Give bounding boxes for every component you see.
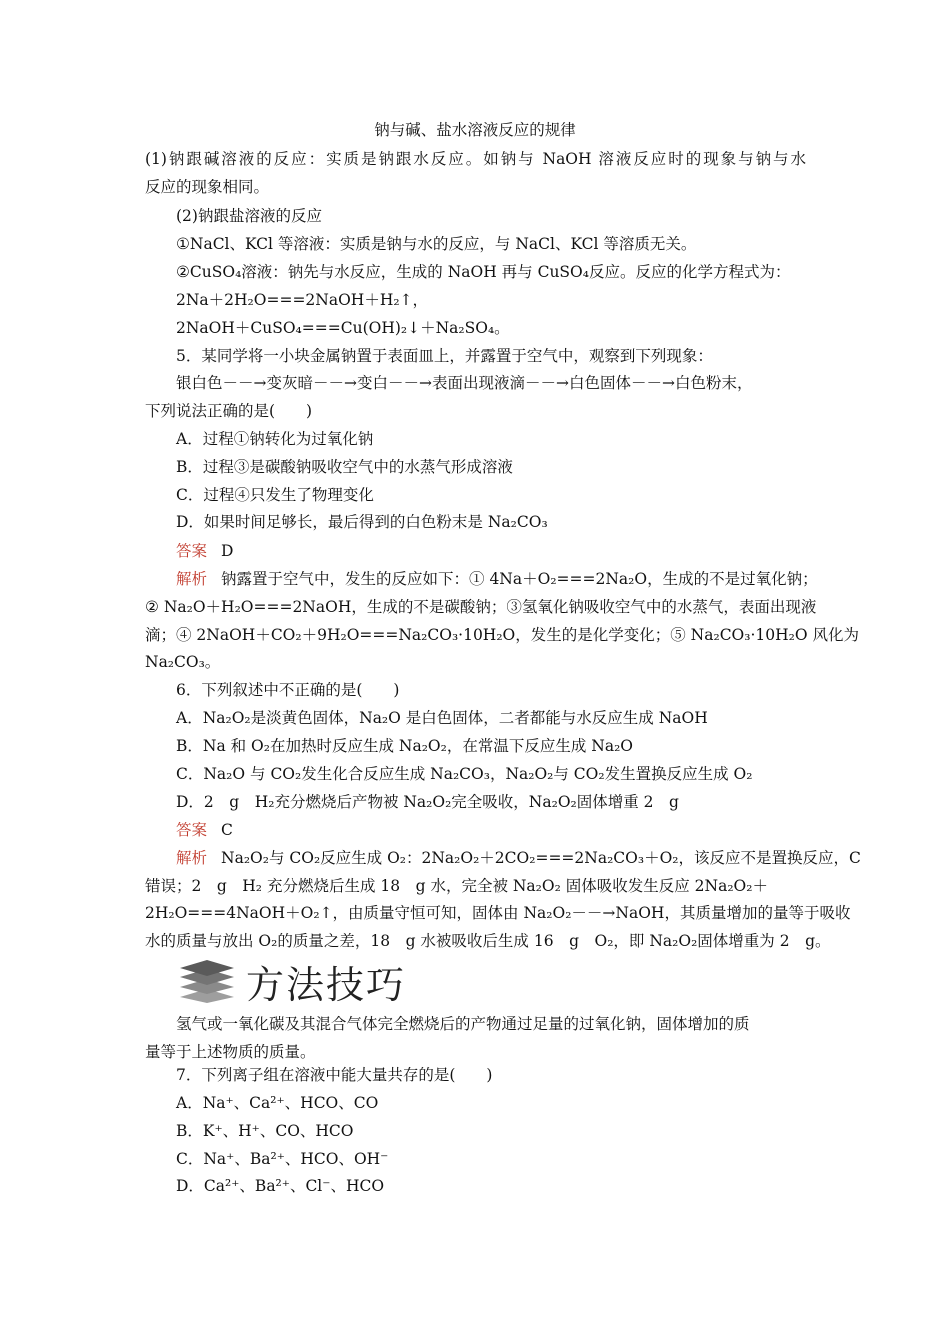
text-line: (1)钠跟碱溶液的反应：实质是钠跟水反应。如钠与 NaOH 溶液反应时的现象与钠与水 — [145, 150, 806, 168]
answer-label: 答案 — [176, 821, 208, 839]
option-d: D．如果时间足够长，最后得到的白色粉末是 Na₂CO₃ — [176, 513, 548, 531]
option-b: B．K⁺、H⁺、CO、HCO — [176, 1122, 354, 1140]
option-d: D．2 g H₂充分燃烧后产物被 Na₂O₂完全吸收，Na₂O₂固体增重 2 g — [176, 793, 679, 811]
answer-line — [176, 819, 233, 841]
text-line: (2)钠跟盐溶液的反应 — [176, 207, 322, 225]
option-c: C．Na⁺、Ba²⁺、HCO、OH⁻ — [176, 1150, 389, 1168]
text-line: 下列说法正确的是( ) — [145, 402, 313, 420]
option-a: A．过程①钠转化为过氧化钠 — [176, 430, 374, 448]
option-c: C．过程④只发生了物理变化 — [176, 486, 374, 504]
question-stem: 7．下列离子组在溶液中能大量共存的是( ) — [176, 1066, 493, 1084]
option-d: D．Ca²⁺、Ba²⁺、Cl⁻、HCO — [176, 1177, 385, 1195]
text-line: ①NaCl、KCl 等溶液：实质是钠与水的反应，与 NaCl、KCl 等溶质无关。 — [176, 235, 697, 253]
analysis-line: 解析 钠露置于空气中，发生的反应如下：① 4Na＋O₂===2Na₂O，生成的不是过氧化钠； — [176, 570, 818, 588]
section-title: 钠与碱、盐水溶液反应的规律 — [374, 121, 576, 139]
analysis-line: 错误；2 g H₂ 充分燃烧后生成 18 g 水，完全被 Na₂O₂ 固体吸收发生反应 2Na₂O₂＋ — [145, 877, 768, 895]
answer-line — [176, 540, 233, 562]
question-stem: 5．某同学将一小块金属钠置于表面皿上，并露置于空气中，观察到下列现象： — [176, 347, 713, 365]
question-stem: 6．下列叙述中不正确的是( ) — [176, 681, 400, 699]
text-line: ②CuSO₄溶液：钠先与水反应，生成的 NaOH 再与 CuSO₄反应。反应的化学方程式为： — [176, 263, 791, 281]
answer-value: C — [221, 821, 233, 839]
answer-value: D — [221, 542, 234, 560]
analysis-label: 解析 — [176, 849, 208, 867]
method-heading-text: 方法技巧 — [246, 962, 407, 1007]
option-b: B．过程③是碳酸钠吸收空气中的水蒸气形成溶液 — [176, 458, 513, 476]
analysis-line: 水的质量与放出 O₂的质量之差，18 g 水被吸收后生成 16 g O₂，即 Na₂O₂固体增重为 2 g。 — [145, 932, 831, 950]
analysis-line: 2H₂O===4NaOH＋O₂↑，由质量守恒可知，固体由 Na₂O₂－－→NaOH，其质量增加的量等于吸收 — [145, 904, 851, 922]
analysis-line: 滴；④ 2NaOH＋CO₂＋9H₂O===Na₂CO₃·10H₂O，发生的是化学变化；⑤ Na₂CO₃·10H₂O 风化为 — [145, 626, 859, 644]
method-text: 氢气或一氧化碳及其混合气体完全燃烧后的产物通过足量的过氧化钠，固体增加的质 — [176, 1015, 750, 1033]
analysis-label: 解析 — [176, 570, 208, 588]
method-heading — [178, 958, 407, 1007]
option-c: C．Na₂O 与 CO₂发生化合反应生成 Na₂CO₃，Na₂O₂与 CO₂发生置换反应生成 O₂ — [176, 765, 753, 783]
analysis-line: ② Na₂O＋H₂O===2NaOH，生成的不是碳酸钠；③氢氧化钠吸收空气中的水蒸气，表面出现液 — [145, 598, 817, 616]
equation-line: 2Na＋2H₂O===2NaOH＋H₂↑， — [176, 291, 429, 309]
analysis-line: Na₂CO₃。 — [145, 653, 221, 671]
answer-label: 答案 — [176, 542, 208, 560]
method-text: 量等于上述物质的质量。 — [145, 1043, 316, 1061]
option-a: A．Na⁺、Ca²⁺、HCO、CO — [176, 1094, 379, 1112]
layers-icon — [178, 959, 236, 1003]
option-a: A．Na₂O₂是淡黄色固体，Na₂O 是白色固体，二者都能与水反应生成 NaOH — [176, 709, 708, 727]
option-b: B．Na 和 O₂在加热时反应生成 Na₂O₂，在常温下反应生成 Na₂O — [176, 737, 633, 755]
text-line: 反应的现象相同。 — [145, 178, 270, 196]
text-line: 银白色－－→变灰暗－－→变白－－→表面出现液滴－－→白色固体－－→白色粉末， — [176, 374, 753, 392]
equation-line: 2NaOH＋CuSO₄===Cu(OH)₂↓＋Na₂SO₄。 — [176, 319, 510, 337]
analysis-line: 解析 Na₂O₂与 CO₂反应生成 O₂：2Na₂O₂＋2CO₂===2Na₂CO₃＋O₂，该反应不是置换反应，C — [176, 849, 861, 867]
